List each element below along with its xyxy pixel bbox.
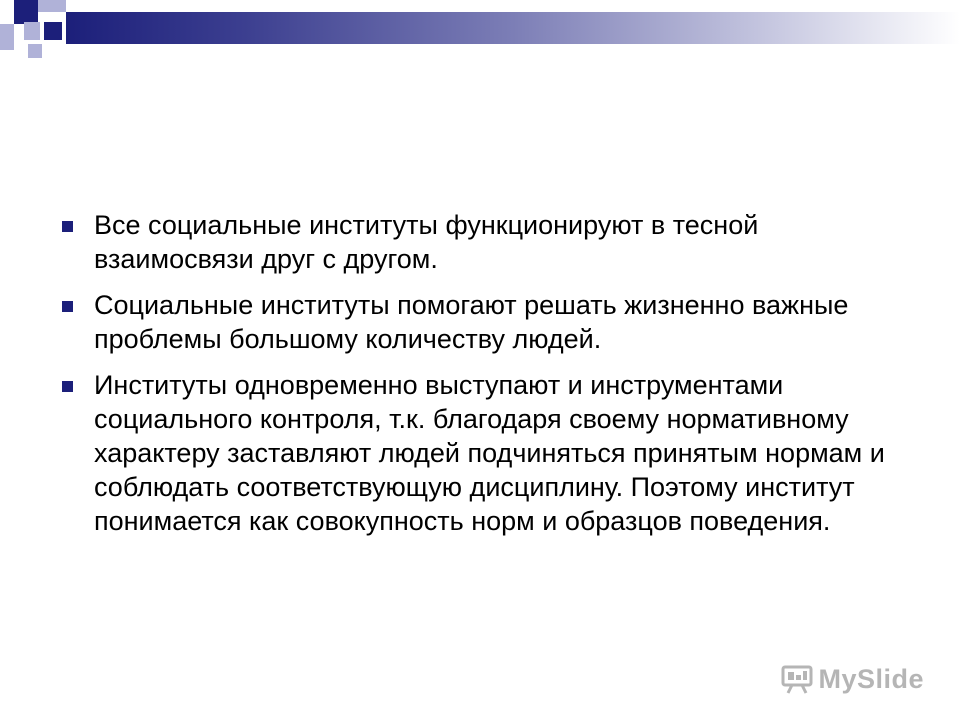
decor-square bbox=[28, 44, 42, 58]
bullet-text: Социальные институты помогают решать жизненно важные проблемы большому количеству людей. bbox=[94, 290, 849, 354]
bullet-text: Все социальные институты функционируют в тесной взаимосвязи друг с другом. bbox=[94, 210, 759, 274]
bullet-item bbox=[60, 208, 890, 276]
square-bullet-icon bbox=[62, 221, 73, 232]
header-band bbox=[66, 12, 960, 44]
watermark-logo bbox=[780, 662, 924, 696]
bullet-text: Институты одновременно выступают и инструментами социального контроля, т.к. благодаря своему нормативному характеру заставляют людей подчиняться принятым нормам и соблюдать соответствующую дисциплину. Поэтому институт понимается как совокупность норм и образцов поведения. bbox=[94, 370, 885, 536]
decor-square bbox=[44, 22, 62, 40]
decor-square bbox=[0, 24, 14, 50]
decor-square bbox=[24, 22, 40, 40]
bullet-item bbox=[60, 368, 890, 538]
decor-square bbox=[38, 0, 66, 12]
decor-square bbox=[14, 0, 38, 24]
bullet-item bbox=[60, 288, 890, 356]
square-bullet-icon bbox=[62, 301, 73, 312]
slide-body bbox=[60, 208, 890, 550]
bullet-list bbox=[60, 208, 890, 538]
presentation-board-icon bbox=[780, 662, 814, 696]
watermark-text: MySlide bbox=[818, 663, 924, 694]
square-bullet-icon bbox=[62, 381, 73, 392]
